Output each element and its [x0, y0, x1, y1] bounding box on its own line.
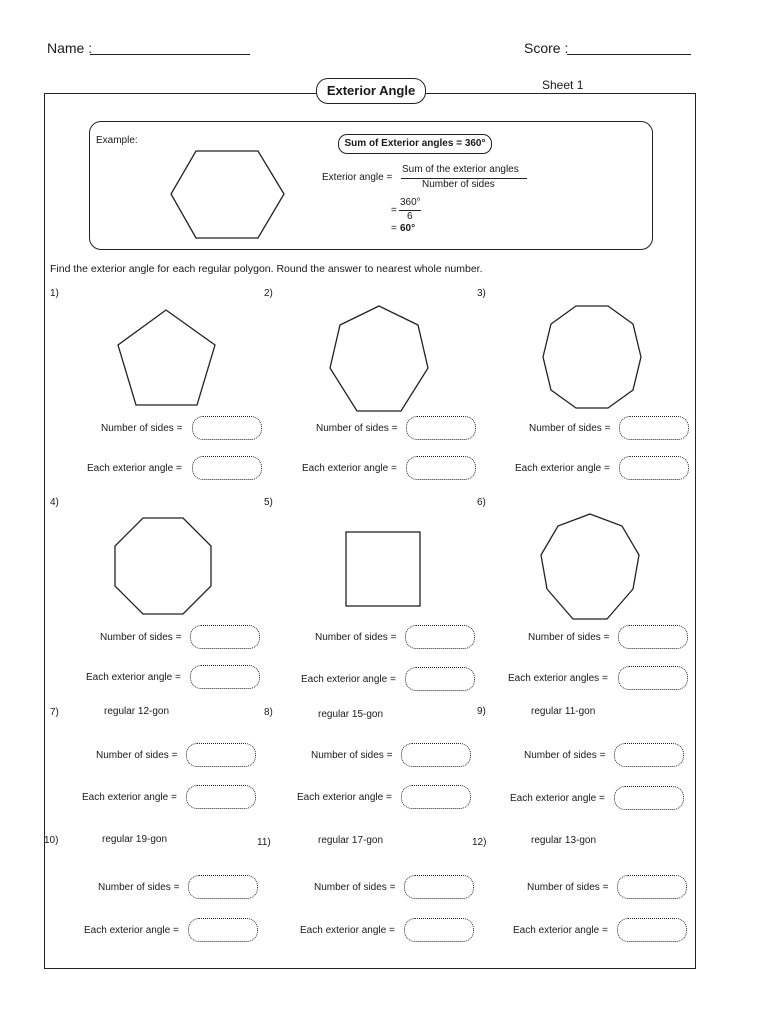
exterior-angle-answer[interactable] [192, 456, 262, 480]
number-of-sides-label: Number of sides = [524, 750, 606, 761]
polygon-name: regular 11-gon [531, 706, 596, 717]
number-of-sides-label: Number of sides = [529, 423, 611, 434]
problem-number: 9) [477, 706, 486, 717]
polygon-name: regular 17-gon [318, 835, 384, 846]
number-of-sides-answer[interactable] [404, 875, 474, 899]
problem-number: 4) [50, 497, 59, 508]
example-label: Example: [96, 135, 138, 146]
exterior-angle-label: Each exterior angle = [302, 463, 397, 474]
number-of-sides-label: Number of sides = [96, 750, 178, 761]
polygon-name: regular 19-gon [102, 834, 168, 845]
exterior-angle-answer[interactable] [618, 666, 688, 690]
exterior-angle-label: Each exterior angle = [297, 792, 392, 803]
score-blank-line[interactable] [567, 54, 691, 55]
polygon-name: regular 12-gon [104, 706, 170, 717]
number-of-sides-label: Number of sides = [315, 632, 397, 643]
problem-number: 7) [50, 707, 59, 718]
exterior-angle-label: Each exterior angle = [84, 925, 179, 936]
heptagon-shape [329, 305, 429, 413]
pentagon-shape [117, 309, 217, 407]
problem-number: 11) [257, 837, 271, 848]
problem-number: 1) [50, 288, 59, 299]
number-of-sides-answer[interactable] [190, 625, 260, 649]
example-result: 60° [400, 223, 416, 234]
formula-numerator: Sum of the exterior angles [402, 164, 519, 175]
exterior-angle-answer[interactable] [619, 456, 689, 480]
number-of-sides-answer[interactable] [618, 625, 688, 649]
example-hexagon [170, 150, 286, 240]
step-equals-1: = [391, 205, 397, 216]
exterior-angle-label: Each exterior angle = [300, 925, 395, 936]
exterior-angle-label: Each exterior angle = [510, 793, 605, 804]
score-label: Score : [524, 40, 569, 56]
exterior-angle-label: Each exterior angle = [82, 792, 177, 803]
polygon-name: regular 13-gon [531, 835, 597, 846]
problem-number: 6) [477, 497, 486, 508]
problem-number: 12) [472, 837, 487, 848]
exterior-angle-label: Each exterior angle = [86, 672, 181, 683]
number-of-sides-answer[interactable] [186, 743, 256, 767]
number-of-sides-label: Number of sides = [527, 882, 609, 893]
number-of-sides-label: Number of sides = [528, 632, 610, 643]
problem-number: 2) [264, 288, 273, 299]
worksheet-title: Exterior Angle [316, 78, 426, 104]
number-of-sides-label: Number of sides = [314, 882, 396, 893]
polygon-name: regular 15-gon [318, 709, 384, 720]
exterior-angle-answer[interactable] [614, 786, 684, 810]
exterior-angle-label: Each exterior angle = [301, 674, 396, 685]
exterior-sum-rule: Sum of Exterior angles = 360° [338, 134, 492, 154]
nonagon-shape [540, 513, 640, 621]
exterior-angle-answer[interactable] [617, 918, 687, 942]
name-label: Name : [47, 40, 93, 56]
exterior-angle-label: Each exterior angle = [515, 463, 610, 474]
octagon-shape [114, 517, 212, 615]
instructions: Find the exterior angle for each regular polygon. Round the answer to nearest whole number. [50, 263, 483, 275]
exterior-angle-answer[interactable] [190, 665, 260, 689]
exterior-angle-answer[interactable] [401, 785, 471, 809]
number-of-sides-label: Number of sides = [311, 750, 393, 761]
number-of-sides-label: Number of sides = [316, 423, 398, 434]
number-of-sides-label: Number of sides = [100, 632, 182, 643]
name-blank-line[interactable] [90, 54, 250, 55]
exterior-angle-answer[interactable] [404, 918, 474, 942]
step-equals-2: = [391, 223, 397, 234]
sheet-label: Sheet 1 [542, 78, 584, 92]
exterior-angle-answer[interactable] [186, 785, 256, 809]
formula-denominator: Number of sides [422, 179, 495, 190]
decagon-shape [542, 305, 642, 409]
number-of-sides-answer[interactable] [405, 625, 475, 649]
exterior-angle-label: Each exterior angle = [87, 463, 182, 474]
number-of-sides-answer[interactable] [617, 875, 687, 899]
exterior-angle-answer[interactable] [188, 918, 258, 942]
formula-lhs: Exterior angle = [322, 172, 393, 183]
number-of-sides-answer[interactable] [192, 416, 262, 440]
step-denominator: 6 [407, 211, 413, 222]
number-of-sides-label: Number of sides = [101, 423, 183, 434]
exterior-angle-label: Each exterior angle = [513, 925, 608, 936]
step-numerator: 360° [400, 197, 421, 208]
problem-number: 8) [264, 707, 273, 718]
exterior-angle-label: Each exterior angles = [508, 673, 608, 684]
exterior-angle-answer[interactable] [405, 667, 475, 691]
number-of-sides-answer[interactable] [614, 743, 684, 767]
problem-number: 5) [264, 497, 273, 508]
number-of-sides-answer[interactable] [188, 875, 258, 899]
number-of-sides-answer[interactable] [619, 416, 689, 440]
problem-number: 10) [44, 835, 59, 846]
number-of-sides-answer[interactable] [401, 743, 471, 767]
square-shape [345, 531, 421, 607]
exterior-angle-answer[interactable] [406, 456, 476, 480]
number-of-sides-answer[interactable] [406, 416, 476, 440]
problem-number: 3) [477, 288, 486, 299]
number-of-sides-label: Number of sides = [98, 882, 180, 893]
